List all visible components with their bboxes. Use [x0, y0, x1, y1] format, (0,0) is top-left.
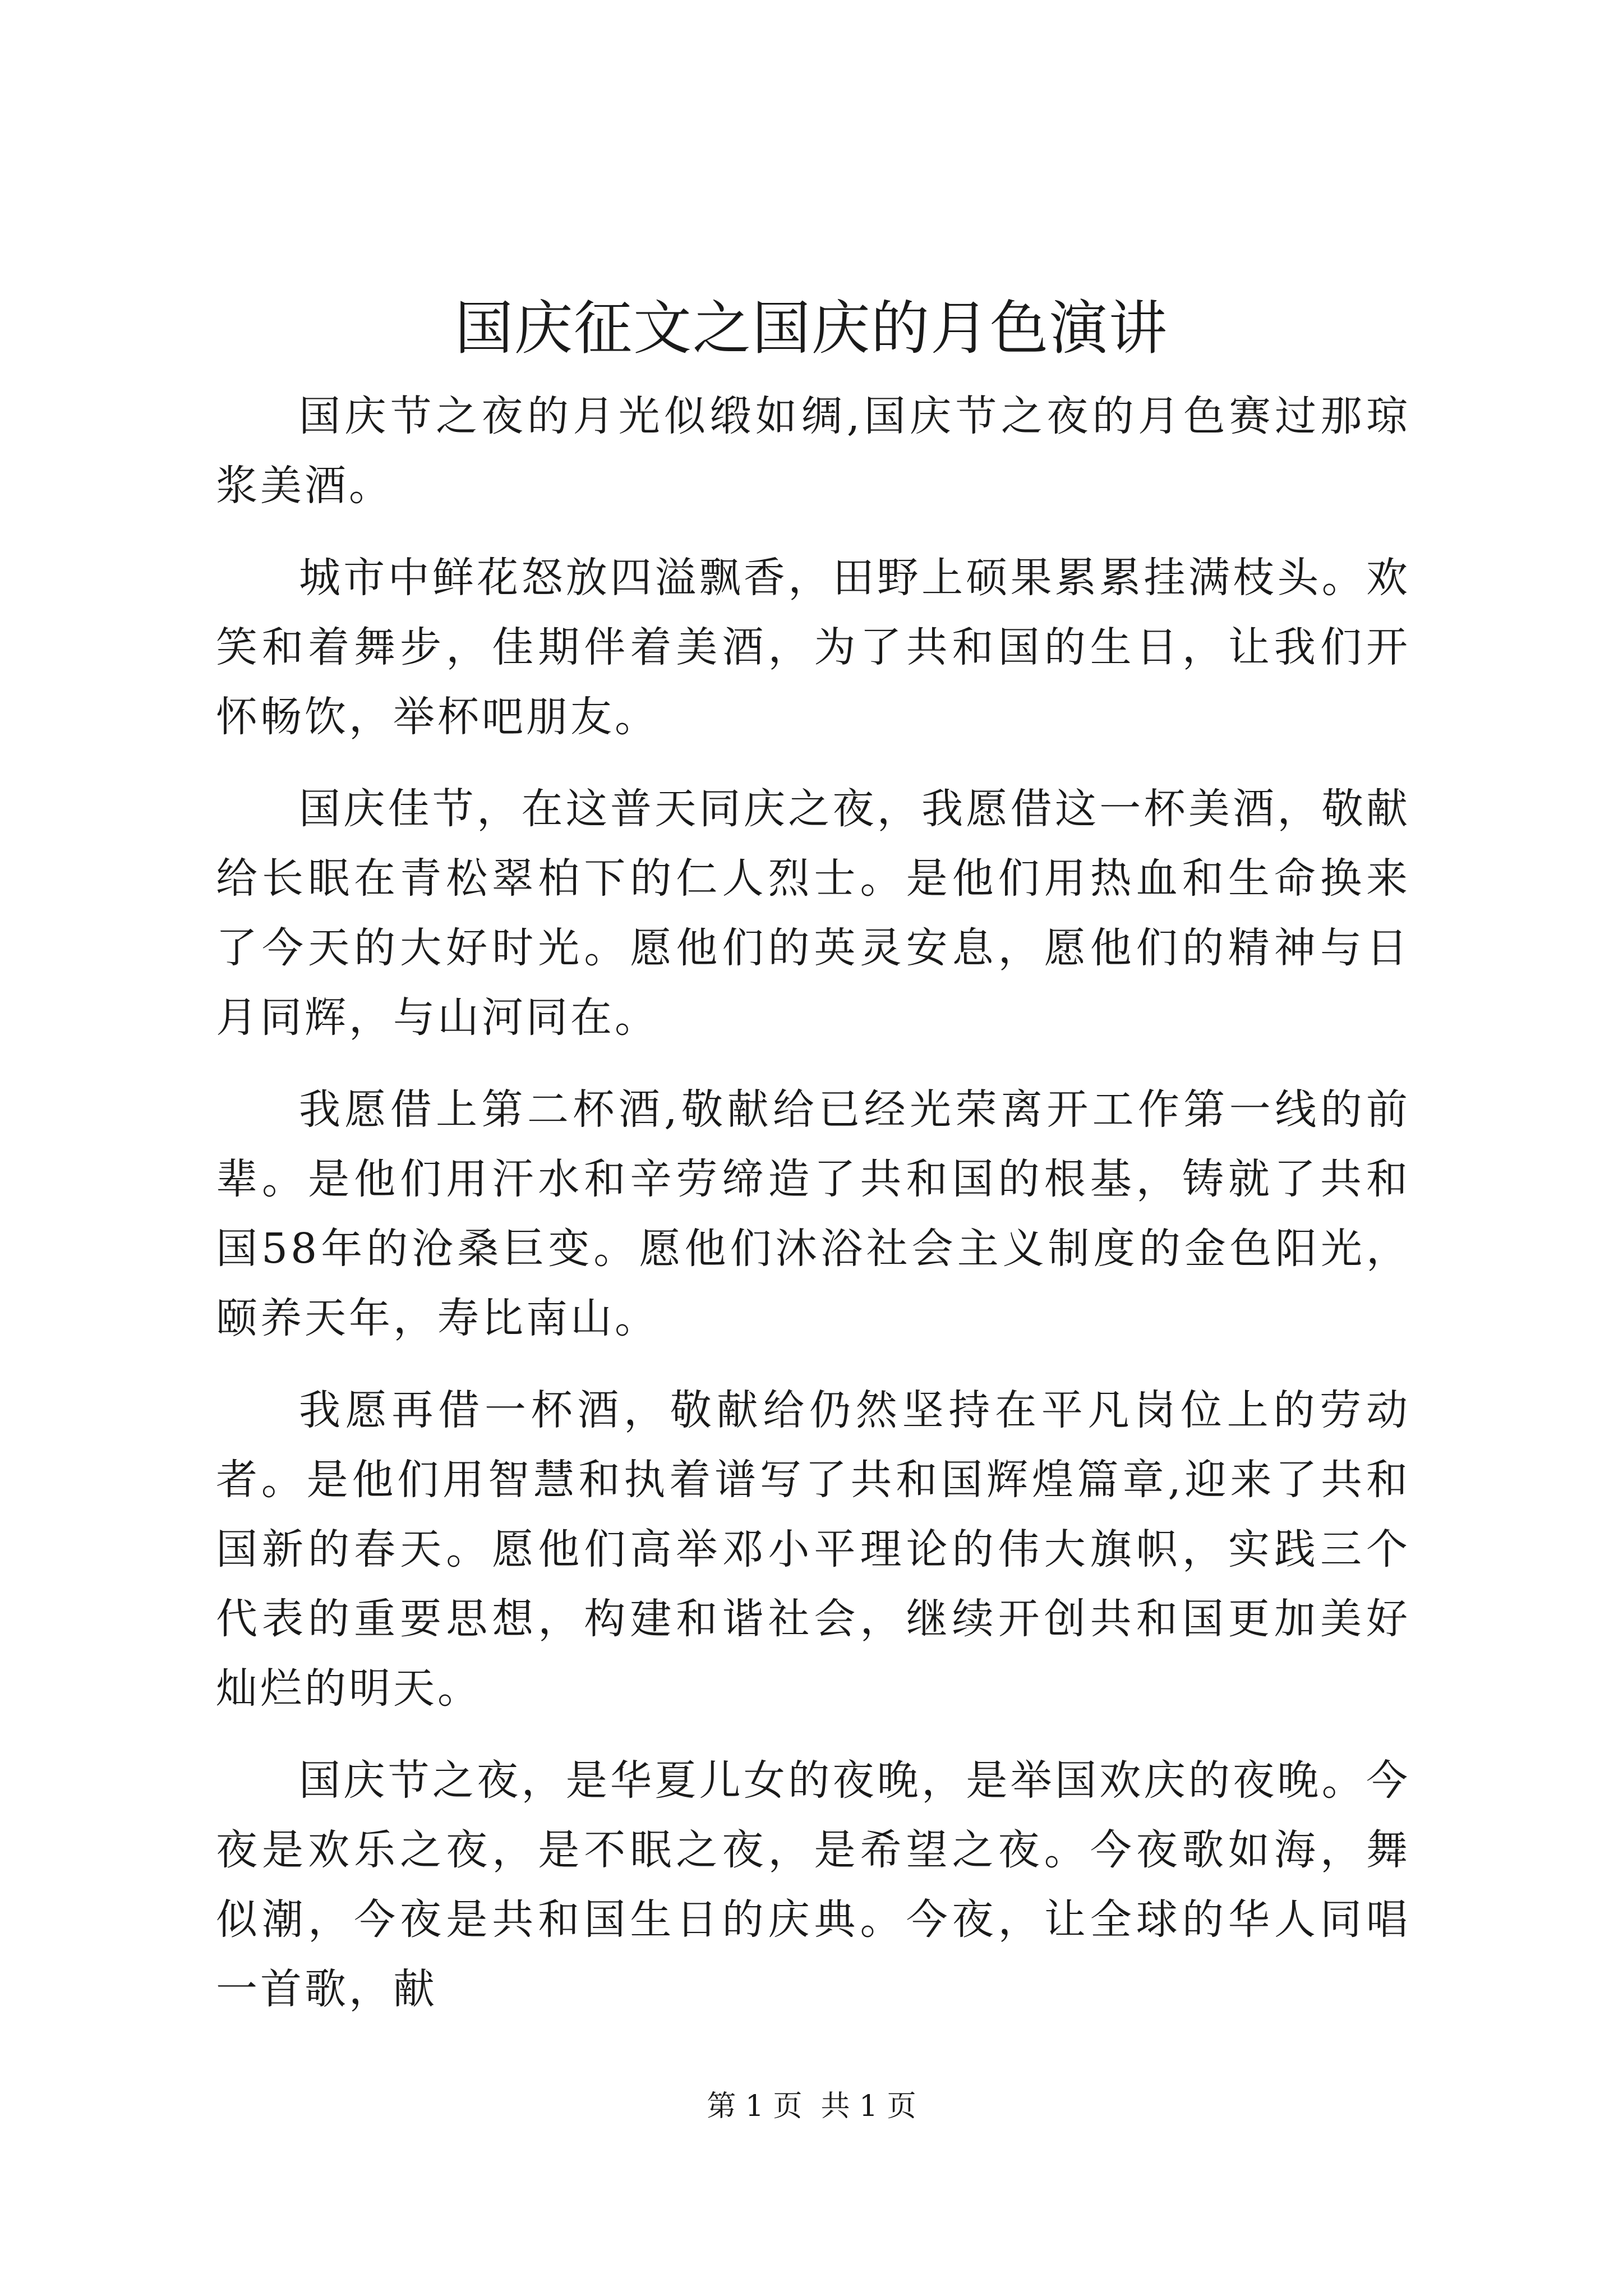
paragraph-1: 国庆节之夜的月光似缎如绸,国庆节之夜的月色赛过那琼浆美酒。 [216, 392, 1410, 510]
paragraph-5: 我愿再借一杯酒，敬献给仍然坚持在平凡岗位上的劳动者。是他们用智慧和执着谱写了共和国辉煌篇章,迎来了共和国新的春天。愿他们高举邓小平理论的伟大旗帜，实践三个代表的重要思想，构建和谐社会，继续开创共和国更加美好灿烂的明天。 [216, 1386, 1410, 1713]
document-body [216, 381, 1410, 2046]
paragraph-6: 国庆节之夜，是华夏儿女的夜晚，是举国欢庆的夜晚。今夜是欢乐之夜，是不眠之夜，是希望之夜。今夜歌如海，舞似潮，今夜是共和国生日的庆典。今夜，让全球的华人同唱一首歌，献 [216, 1756, 1410, 2013]
paragraph-2: 城市中鲜花怒放四溢飘香，田野上硕果累累挂满枝头。欢笑和着舞步，佳期伴着美酒，为了共和国的生日，让我们开怀畅饮，举杯吧朋友。 [216, 554, 1410, 741]
page-footer [0, 2087, 1623, 2126]
document-title: 国庆征文之国庆的月色演讲 [454, 294, 1168, 362]
paragraph-4: 我愿借上第二杯酒,敬献给已经光荣离开工作第一线的前辈。是他们用汗水和辛劳缔造了共和国的根基，铸就了共和国58年的沧桑巨变。愿他们沐浴社会主义制度的金色阳光，颐养天年，寿比南山。 [216, 1085, 1410, 1342]
page-number-label: 第 1 页 共 1 页 [707, 2090, 916, 2123]
paragraph-3: 国庆佳节，在这普天同庆之夜，我愿借这一杯美酒，敬献给长眠在青松翠柏下的仁人烈士。是他们用热血和生命换来了今天的大好时光。愿他们的英灵安息，愿他们的精神与日月同辉，与山河同在。 [216, 785, 1410, 1042]
